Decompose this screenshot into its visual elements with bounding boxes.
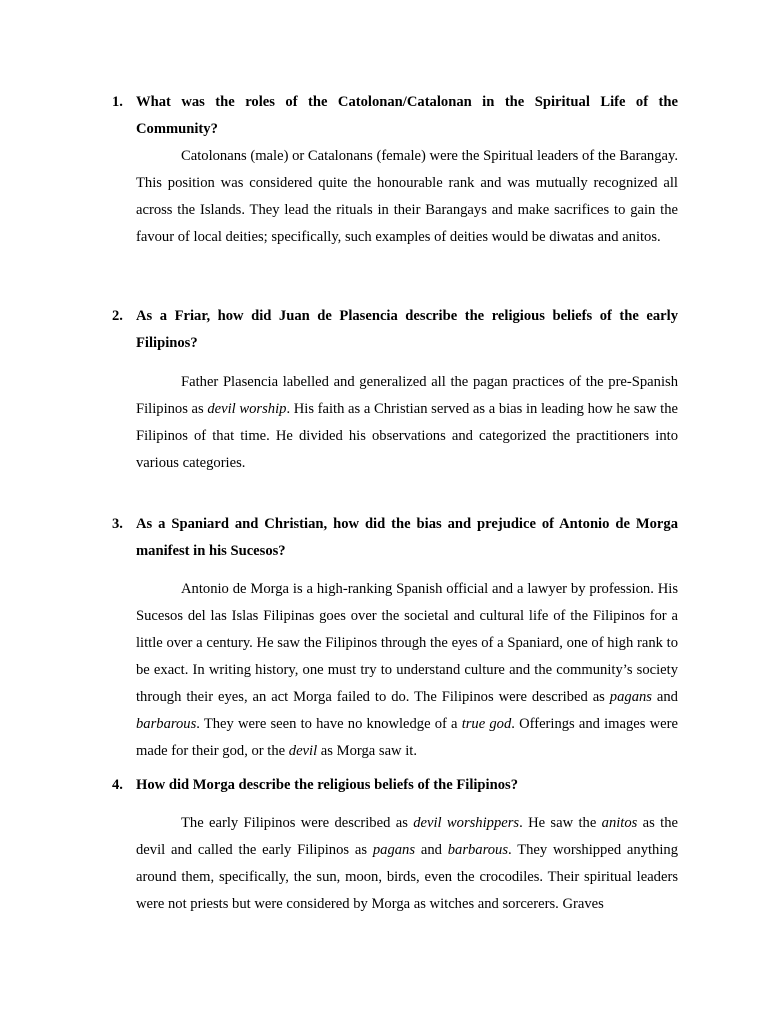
italic-run: barbarous — [447, 842, 509, 858]
text-run: . He saw the — [519, 815, 602, 831]
answer-paragraph — [136, 143, 678, 251]
answer-paragraph — [136, 369, 678, 477]
question-heading — [112, 772, 678, 799]
question-text: How did Morga describe the religious beliefs of the Filipinos? — [136, 777, 518, 793]
question-number: 3. — [112, 516, 123, 532]
question-heading — [112, 511, 678, 565]
italic-run: pagans — [372, 842, 416, 858]
text-run: and — [415, 842, 448, 858]
text-run: as the devil and called the early Filipinos as — [136, 815, 678, 858]
italic-run: devil — [288, 743, 318, 759]
question-heading — [112, 303, 678, 357]
text-run: Antonio de Morga is a high-ranking Spanish official and a lawyer by profession. His Sucesos del las Islas Filipinas goes over the societal and cultural life of the Filipinos for a little over a century. He saw the Filipinos through the eyes of a Spaniard, one of high rank to be exact. In writing history, one must try to understand culture and the community’s society through their eyes, an act Morga failed to do. The Filipinos were described as — [136, 581, 678, 705]
answer-paragraph — [136, 810, 678, 918]
text-run: . His faith as a Christian served as a bias in leading how he saw the Filipinos of that time. He divided his observations and categorized the practitioners into various categories. — [136, 401, 678, 471]
answer-paragraph — [136, 576, 678, 765]
text-run: Father Plasencia labelled and generalized all the pagan practices of the pre-Spanish Filipinos as — [136, 374, 678, 417]
question-number: 2. — [112, 308, 123, 324]
text-run: Catolonans (male) or Catalonans (female) were the Spiritual leaders of the Barangay. This position was considered quite the honourable rank and was mutually recognized all across the Islands. They lead the rituals in their Barangays and make sacrifices to gain the favour of local deities; specifically, such examples of deities would be diwatas and anitos. — [136, 148, 678, 245]
question-block-1 — [112, 89, 678, 251]
question-block-3 — [112, 511, 678, 765]
question-block-4 — [112, 772, 678, 918]
italic-run: anitos — [601, 815, 638, 831]
question-text: What was the roles of the Catolonan/Catalonan in the Spiritual Life of the Community? — [136, 94, 678, 137]
question-block-2 — [112, 303, 678, 477]
question-text: As a Spaniard and Christian, how did the bias and prejudice of Antonio de Morga manifest in his Sucesos? — [136, 516, 678, 559]
text-run: as Morga saw it. — [317, 743, 418, 759]
question-text: As a Friar, how did Juan de Plasencia describe the religious beliefs of the early Filipinos? — [136, 308, 678, 351]
italic-run: devil worship — [207, 401, 287, 417]
italic-run: pagans — [609, 689, 652, 705]
text-run: . Offerings and images were made for their god, or the — [136, 716, 678, 759]
text-run: and — [651, 689, 678, 705]
question-number: 1. — [112, 94, 123, 110]
question-number: 4. — [112, 777, 123, 793]
question-heading — [112, 89, 678, 143]
text-run: . They worshipped anything around them, specifically, the sun, moon, birds, even the crocodiles. Their spiritual leaders were not priests but were considered by Morga as witches and sorcerers. Graves — [136, 842, 678, 912]
italic-run: true god — [461, 716, 512, 732]
text-run: The early Filipinos were described as — [181, 815, 414, 831]
text-run: . They were seen to have no knowledge of a — [196, 716, 462, 732]
italic-run: devil worshippers — [413, 815, 520, 831]
italic-run: barbarous — [136, 716, 197, 732]
